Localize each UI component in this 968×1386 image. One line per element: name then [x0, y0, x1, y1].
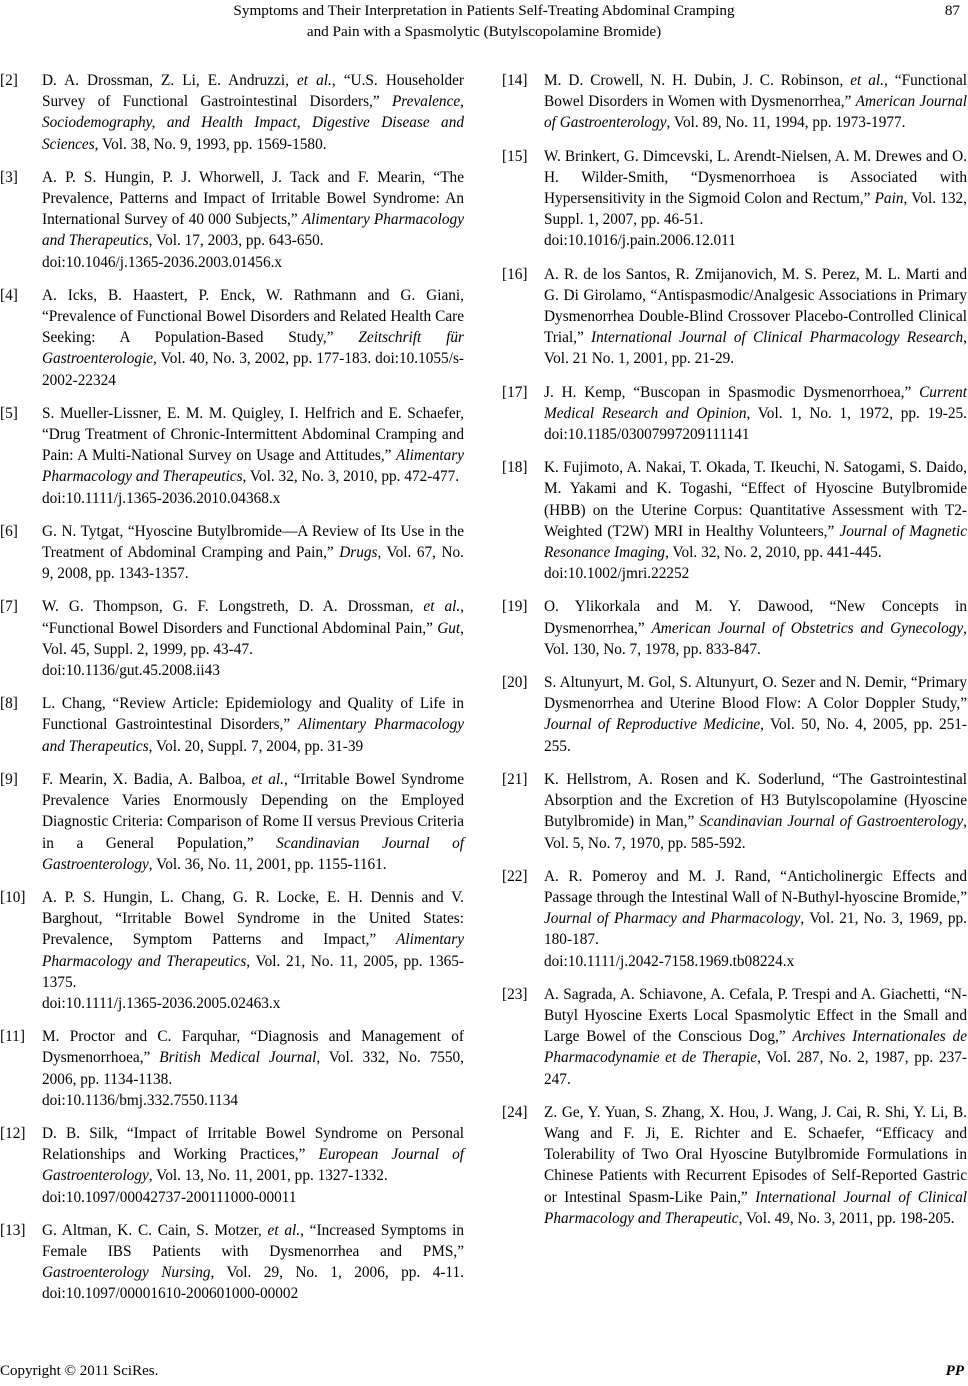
reference-authors-title: S. Altunyurt, M. Gol, S. Altunyurt, O. Sezer and N. Demir, “Primary Dysmenorrhea and Uterine Blood Flow: A Color Doppler Study,” [544, 674, 967, 713]
reference-journal: Journal of Magnetic Resonance Imaging [544, 522, 967, 562]
reference-number: [22] [502, 867, 528, 885]
reference-text [544, 457, 967, 563]
reference-text [42, 769, 464, 875]
reference-journal: International Journal of Clinical Pharmacology and Therapeutic [544, 1188, 967, 1227]
reference-journal: Scandinavian Journal of Gastroenterology [699, 813, 964, 831]
reference-doi: doi:10.1136/gut.45.2008.ii43 [42, 662, 220, 680]
reference-number: [19] [502, 598, 528, 616]
reference-volume-pages: , Vol. 20, Suppl. 7, 2004, pp. 31-39 [148, 737, 364, 755]
reference-journal: Alimentary Pharmacology and Therapeutics [42, 716, 465, 755]
reference-number: [12] [0, 1124, 26, 1142]
reference-entry [502, 70, 967, 134]
reference-number: [3] [0, 168, 18, 186]
reference-authors-title: M. Proctor and C. Farquhar, “Diagnosis and Management of Dysmenorrhoea,” [42, 1028, 464, 1067]
reference-volume-pages: , Vol. 89, No. 11, 1994, pp. 1973-1977. [666, 114, 906, 132]
reference-volume-pages: , Vol. 67, No. 9, 2008, pp. 1343-1357. [42, 544, 464, 583]
reference-authors-title: Z. Ge, Y. Yuan, S. Zhang, X. Hou, J. Wang, J. Cai, R. Shi, Y. Li, B. Wang and F. Ji, E. Richter and E. Schaefer, “Efficacy and Tolerability of Two Oral Hyoscine Butylbromide Formulations in Chinese Patients with Recurrent Episodes of Self-Reported Gastric or Intestinal Spasm-Like Pain,” [544, 1103, 967, 1206]
reference-text [42, 70, 464, 155]
reference-authors-title: O. Ylikorkala and M. Y. Dawood, “New Concepts in Dysmenorrhea,” [544, 598, 967, 637]
reference-entry [0, 1123, 464, 1208]
reference-text [544, 1102, 967, 1229]
reference-volume-pages: , Vol. 17, 2003, pp. 643-650. [148, 232, 324, 250]
reference-column-left [0, 70, 464, 1305]
reference-text [42, 596, 464, 660]
reference-text [544, 146, 967, 231]
reference-entry [502, 382, 967, 446]
reference-article-title: , “Functional Bowel Disorders in Women with Dysmenorrhea,” [544, 72, 968, 111]
reference-text [544, 70, 967, 134]
reference-entry [0, 167, 464, 273]
reference-et-al: et al. [296, 72, 332, 89]
reference-et-al: et al. [267, 1221, 301, 1239]
reference-entry [502, 866, 967, 972]
reference-text [544, 382, 967, 446]
reference-volume-pages: , Vol. 32, No. 2, 2010, pp. 441-445. [665, 544, 882, 562]
reference-entry [0, 596, 464, 681]
reference-authors-title: S. Mueller-Lissner, E. M. M. Quigley, I. Helfrich and E. Schaefer, “Drug Treatment of Chronic-Intermittent Abdominal Cramping and Pain: A Multi-National Survey on Usage and Attitudes,” [42, 404, 464, 465]
reference-text [42, 1026, 464, 1090]
reference-text [544, 264, 967, 370]
reference-entry [0, 70, 464, 155]
reference-doi: doi:10.1136/bmj.332.7550.1134 [42, 1091, 239, 1109]
reference-number: [10] [0, 888, 26, 906]
reference-number: [21] [502, 770, 528, 788]
reference-entry [502, 146, 967, 252]
page-footer [0, 1360, 968, 1384]
reference-journal: European Journal of Gastroenterology [42, 1146, 464, 1185]
reference-doi: doi:10.1016/j.pain.2006.12.011 [544, 232, 736, 250]
reference-authors-title: A. P. S. Hungin, P. J. Whorwell, J. Tack and F. Mearin, “The Prevalence, Patterns and Impact of Irritable Bowel Syndrome: An International Survey of 40 000 Subjects,” [42, 168, 464, 229]
reference-text [42, 285, 464, 391]
reference-entry [0, 521, 464, 585]
reference-authors-title: A. Icks, B. Haastert, P. Enck, W. Rathmann and G. Giani, “Prevalence of Functional Bowel Disorders and Related Health Care Seeking: A Population-Based Study,” [42, 286, 464, 347]
reference-et-al: et al. [423, 598, 461, 616]
reference-entry [502, 1102, 967, 1229]
reference-journal: Pain [874, 190, 904, 208]
reference-number: [17] [502, 383, 528, 401]
reference-authors-title: W. G. Thompson, G. F. Longstreth, D. A. Drossman, [42, 598, 424, 616]
reference-journal: Alimentary Pharmacology and Therapeutics [42, 931, 464, 970]
reference-number: [18] [502, 459, 528, 477]
reference-journal: International Journal of Clinical Pharmacology Research [591, 329, 964, 347]
reference-number: [4] [0, 286, 18, 304]
copyright-notice: Copyright © 2011 SciRes. [0, 1363, 159, 1379]
reference-number: [6] [0, 522, 18, 540]
reference-article-title: , “Increased Symptoms in Female IBS Patients with Dysmenorrhea and PMS,” [42, 1221, 464, 1260]
reference-text [42, 1220, 464, 1305]
page-number: 87 [944, 2, 960, 19]
reference-entry [502, 769, 967, 854]
journal-abbreviation: PP [945, 1363, 964, 1379]
reference-text [544, 769, 967, 854]
reference-number: [5] [0, 404, 18, 422]
reference-et-al: et al. [850, 72, 884, 89]
reference-entry [0, 887, 464, 1014]
reference-volume-pages: , Vol. 21, No. 3, 1969, pp. 180-187. [544, 910, 967, 949]
reference-volume-pages: , Vol. 45, Suppl. 2, 1999, pp. 43-47. [42, 619, 464, 658]
reference-doi: doi:10.1097/00042737-200111000-00011 [42, 1188, 297, 1206]
reference-entry [0, 403, 464, 509]
reference-entry [502, 264, 967, 370]
reference-journal: Journal of Pharmacy and Pharmacology [544, 910, 801, 928]
reference-text [42, 887, 464, 993]
reference-volume-pages: , Vol. 21, No. 11, 2005, pp. 1365-1375. [42, 952, 464, 991]
reference-entry [0, 285, 464, 391]
reference-number: [7] [0, 598, 18, 616]
reference-authors-title: W. Brinkert, G. Dimcevski, L. Arendt-Nielsen, A. M. Drewes and O. H. Wilder-Smith, “Dysmenorrhoea is Associated with Hypersensitivity in the Sigmoid Colon and Rectum,” [544, 147, 967, 208]
reference-journal: American Journal of Gastroenterology [544, 93, 967, 132]
reference-journal: Prevalence, Sociodemography, and Health Impact, Digestive Disease and Sciences [42, 93, 464, 153]
reference-text [42, 1123, 464, 1187]
reference-entry [502, 596, 967, 660]
reference-journal: British Medical Journal [159, 1049, 317, 1067]
reference-doi: doi:10.1111/j.1365-2036.2005.02463.x [42, 994, 281, 1012]
reference-authors-title: F. Mearin, X. Badia, A. Balboa, [42, 770, 252, 788]
running-title-line1: Symptoms and Their Interpretation in Patients Self-Treating Abdominal Cramping [233, 2, 735, 19]
reference-number: [2] [0, 72, 18, 89]
reference-volume-pages: , Vol. 5, No. 7, 1970, pp. 585-592. [544, 813, 967, 852]
reference-authors-title: A. Sagrada, A. Schiavone, A. Cefala, P. Trespi and A. Giachetti, “N-Butyl Hyoscine Exerts Local Spasmolytic Effect in the Small and Large Bowel of the Conscious Dog,” [544, 985, 967, 1046]
reference-entry [0, 769, 464, 875]
reference-volume-pages: , Vol. 40, No. 3, 2002, pp. 177-183. doi:10.1055/s-2002-22324 [42, 350, 464, 389]
reference-volume-pages: , Vol. 130, No. 7, 1978, pp. 833-847. [544, 619, 967, 658]
reference-entry [502, 672, 967, 757]
reference-authors-title: K. Fujimoto, A. Nakai, T. Okada, T. Ikeuchi, N. Satogami, S. Daido, M. Yakami and K. Togashi, “Effect of Hyoscine Butylbromide (HBB) on the Uterine Corpus: Quantitative Assessment with T2-Weighted (T2W) MRI in Healthy Volunteers,” [544, 459, 967, 540]
reference-journal: Archives Internationales de Pharmacodynamie et de Therapie [544, 1028, 967, 1067]
reference-journal: Alimentary Pharmacology and Therapeutics [42, 211, 464, 250]
reference-text [42, 403, 464, 488]
reference-text [544, 984, 967, 1090]
reference-journal: Current Medical Research and Opinion [544, 383, 967, 422]
reference-journal: Zeitschrift für Gastroenterologie [42, 329, 464, 368]
reference-et-al: et al. [251, 770, 284, 788]
running-header [0, 0, 968, 44]
running-title-line2: and Pain with a Spasmolytic (Butylscopolamine Bromide) [306, 23, 662, 40]
reference-text [544, 596, 967, 660]
reference-article-title: , “Functional Bowel Disorders and Functional Abdominal Pain,” [42, 598, 464, 637]
reference-authors-title: D. A. Drossman, Z. Li, E. Andruzzi, [42, 72, 297, 89]
reference-journal: Scandinavian Journal of Gastroenterology [42, 834, 465, 873]
reference-text [42, 693, 464, 757]
reference-journal: Drugs [339, 544, 378, 562]
reference-volume-pages: , Vol. 287, No. 2, 1987, pp. 237-247. [544, 1049, 967, 1088]
reference-volume-pages: , Vol. 50, No. 4, 2005, pp. 251-255. [544, 716, 967, 755]
reference-authors-title: A. R. Pomeroy and M. J. Rand, “Anticholinergic Effects and Passage through the Intestinal Wall of N-Buthyl-hyoscine Bromide,” [544, 867, 967, 906]
reference-text [42, 167, 464, 252]
reference-journal: Alimentary Pharmacology and Therapeutics [42, 447, 464, 486]
reference-volume-pages: , Vol. 332, No. 7550, 2006, pp. 1134-1138. [42, 1049, 464, 1088]
reference-volume-pages: , Vol. 132, Suppl. 1, 2007, pp. 46-51. [544, 190, 967, 229]
reference-doi: doi:10.1046/j.1365-2036.2003.01456.x [42, 253, 283, 271]
reference-volume-pages: , Vol. 32, No. 3, 2010, pp. 472-477. [242, 468, 460, 486]
reference-authors-title: D. B. Silk, “Impact of Irritable Bowel Syndrome on Personal Relationships and Working Practices,” [42, 1124, 464, 1164]
reference-authors-title: M. D. Crowell, N. H. Dubin, J. C. Robinson, [544, 72, 851, 89]
reference-doi: doi:10.1002/jmri.22252 [544, 565, 690, 583]
reference-doi: doi:10.1111/j.1365-2036.2010.04368.x [42, 489, 281, 507]
reference-volume-pages: , Vol. 49, No. 3, 2011, pp. 198-205. [738, 1209, 955, 1227]
reference-number: [24] [502, 1103, 528, 1121]
reference-journal: Gut [437, 619, 461, 637]
reference-number: [9] [0, 770, 18, 788]
reference-authors-title: A. P. S. Hungin, L. Chang, G. R. Locke, E. H. Dennis and V. Barghout, “Irritable Bowel Syndrome in the United States: Prevalence, Symptom Patterns and Impact,” [42, 888, 464, 949]
reference-number: [23] [502, 985, 528, 1003]
reference-journal: Gastroenterology Nursing [42, 1264, 211, 1282]
reference-volume-pages: , Vol. 13, No. 11, 2001, pp. 1327-1332. [148, 1167, 388, 1185]
reference-number: [8] [0, 695, 18, 713]
reference-entry [502, 457, 967, 584]
reference-authors-title: A. R. de los Santos, R. Zmijanovich, M. S. Perez, M. L. Marti and G. Di Girolamo, “Antispasmodic/Analgesic Associations in Primary Dysmenorrhea Double-Blind Crossover Placebo-Controlled Clinical Trial,” [544, 265, 967, 347]
reference-authors-title: L. Chang, “Review Article: Epidemiology and Quality of Life in Functional Gastrointestinal Disorders,” [42, 695, 464, 734]
reference-entry [502, 984, 967, 1090]
running-title [0, 0, 968, 42]
reference-volume-pages: , Vol. 1, No. 1, 1972, pp. 19-25. doi:10.1185/03007997209111141 [544, 404, 967, 444]
reference-authors-title: J. H. Kemp, “Buscopan in Spasmodic Dysmenorrhoea,” [544, 383, 920, 401]
reference-entry [0, 1220, 464, 1305]
reference-authors-title: K. Hellstrom, A. Rosen and K. Soderlund, “The Gastrointestinal Absorption and the Excretion of H3 Butylscopolamine (Hyoscine Butylbromide) in Man,” [544, 770, 967, 831]
reference-journal: Journal of Reproductive Medicine [544, 716, 761, 734]
reference-journal: American Journal of Obstetrics and Gynecology [651, 619, 964, 637]
reference-entry [0, 693, 464, 757]
reference-text [42, 521, 464, 585]
reference-entry [0, 1026, 464, 1111]
reference-number: [20] [502, 674, 528, 692]
reference-volume-pages: , Vol. 29, No. 1, 2006, pp. 4-11. doi:10.1097/00001610-200601000-00002 [42, 1264, 464, 1303]
reference-text [544, 672, 967, 757]
reference-article-title: , “Irritable Bowel Syndrome Prevalence Varies Enormously Depending on the Employed Diagnostic Criteria: Comparison of Rome II versus Previous Criteria in a General Population,” [42, 770, 465, 852]
reference-authors-title: G. Altman, K. C. Cain, S. Motzer, [42, 1221, 268, 1239]
reference-text [544, 866, 967, 951]
reference-number: [15] [502, 147, 528, 165]
reference-number: [13] [0, 1221, 26, 1239]
reference-doi: doi:10.1111/j.2042-7158.1969.tb08224.x [544, 952, 795, 970]
reference-number: [14] [502, 72, 528, 89]
reference-number: [11] [0, 1028, 25, 1046]
reference-volume-pages: , Vol. 36, No. 11, 2001, pp. 1155-1161. [148, 855, 387, 873]
reference-volume-pages: , Vol. 21 No. 1, 2001, pp. 21-29. [544, 329, 967, 368]
reference-column-right [502, 70, 967, 1229]
reference-article-title: , “U.S. Householder Survey of Functional Gastrointestinal Disorders,” [42, 72, 464, 111]
reference-number: [16] [502, 265, 528, 283]
reference-volume-pages: , Vol. 38, No. 9, 1993, pp. 1569-1580. [94, 135, 327, 153]
reference-authors-title: G. N. Tytgat, “Hyoscine Butylbromide—A Review of Its Use in the Treatment of Abdominal Cramping and Pain,” [42, 522, 464, 562]
